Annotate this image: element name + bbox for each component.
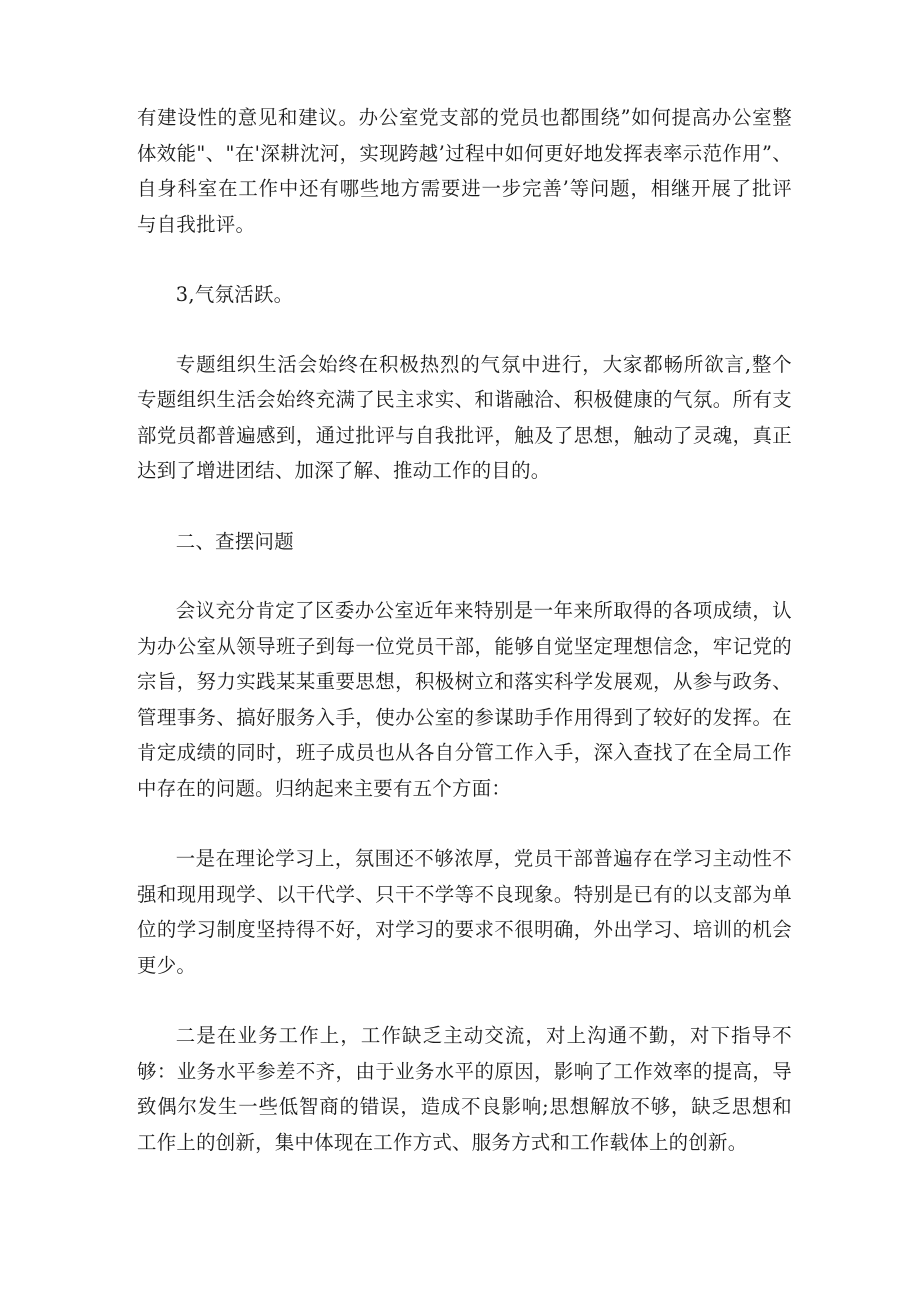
paragraph-continuation: 有建设性的意见和建议。办公室党支部的党员也都围绕”如何提高办公室整体效能"、"在'深耕沈河，实现跨越’过程中如何更好地发挥表率示范作用”、自身科室在工作中还有哪些地方需要进一步完善’等问题，相继开展了批评与自我批评。 bbox=[137, 106, 792, 236]
section-heading-lively-atmosphere: 3,气氛活跃。 bbox=[175, 283, 294, 306]
paragraph-theory-study: 一是在理论学习上，氛围还不够浓厚，党员干部普遍存在学习主动性不强和现用现学、以干代学、只干不学等不良现象。特别是已有的以支部为单位的学习制度坚持得不好，对学习的要求不很明确，外出学习、培训的机会更少。 bbox=[137, 847, 792, 977]
document-body bbox=[137, 100, 792, 1160]
paragraph-atmosphere: 专题组织生活会始终在积极热烈的气氛中进行，大家都畅所欲言,整个专题组织生活会始终充满了民主求实、和谐融洽、积极健康的气氛。所有支部党员都普遍感到，通过批评与自我批评，触及了思想，触动了灵魂，真正达到了增进团结、加深了解、推动工作的目的。 bbox=[137, 352, 792, 482]
paragraph-meeting-affirmation: 会议充分肯定了区委办公室近年来特别是一年来所取得的各项成绩，认为办公室从领导班子到每一位党员干部，能够自觉坚定理想信念，牢记党的宗旨，努力实践某某重要思想，积极树立和落实科学发展观，从参与政务、管理事务、搞好服务入手，使办公室的参谋助手作用得到了较好的发挥。在肯定成绩的同时，班子成员也从各自分管工作入手，深入查找了在全局工作中存在的问题。归纳起来主要有五个方面： bbox=[137, 599, 792, 800]
paragraph-business-work: 二是在业务工作上，工作缺乏主动交流，对上沟通不勤，对下指导不够：业务水平参差不齐，由于业务水平的原因，影响了工作效率的提高，导致偶尔发生一些低智商的错误，造成不良影响;思想解放不够，缺乏思想和工作上的创新，集中体现在工作方式、服务方式和工作载体上的创新。 bbox=[137, 1024, 792, 1154]
section-heading-problems: 二、查摆问题 bbox=[175, 529, 294, 553]
